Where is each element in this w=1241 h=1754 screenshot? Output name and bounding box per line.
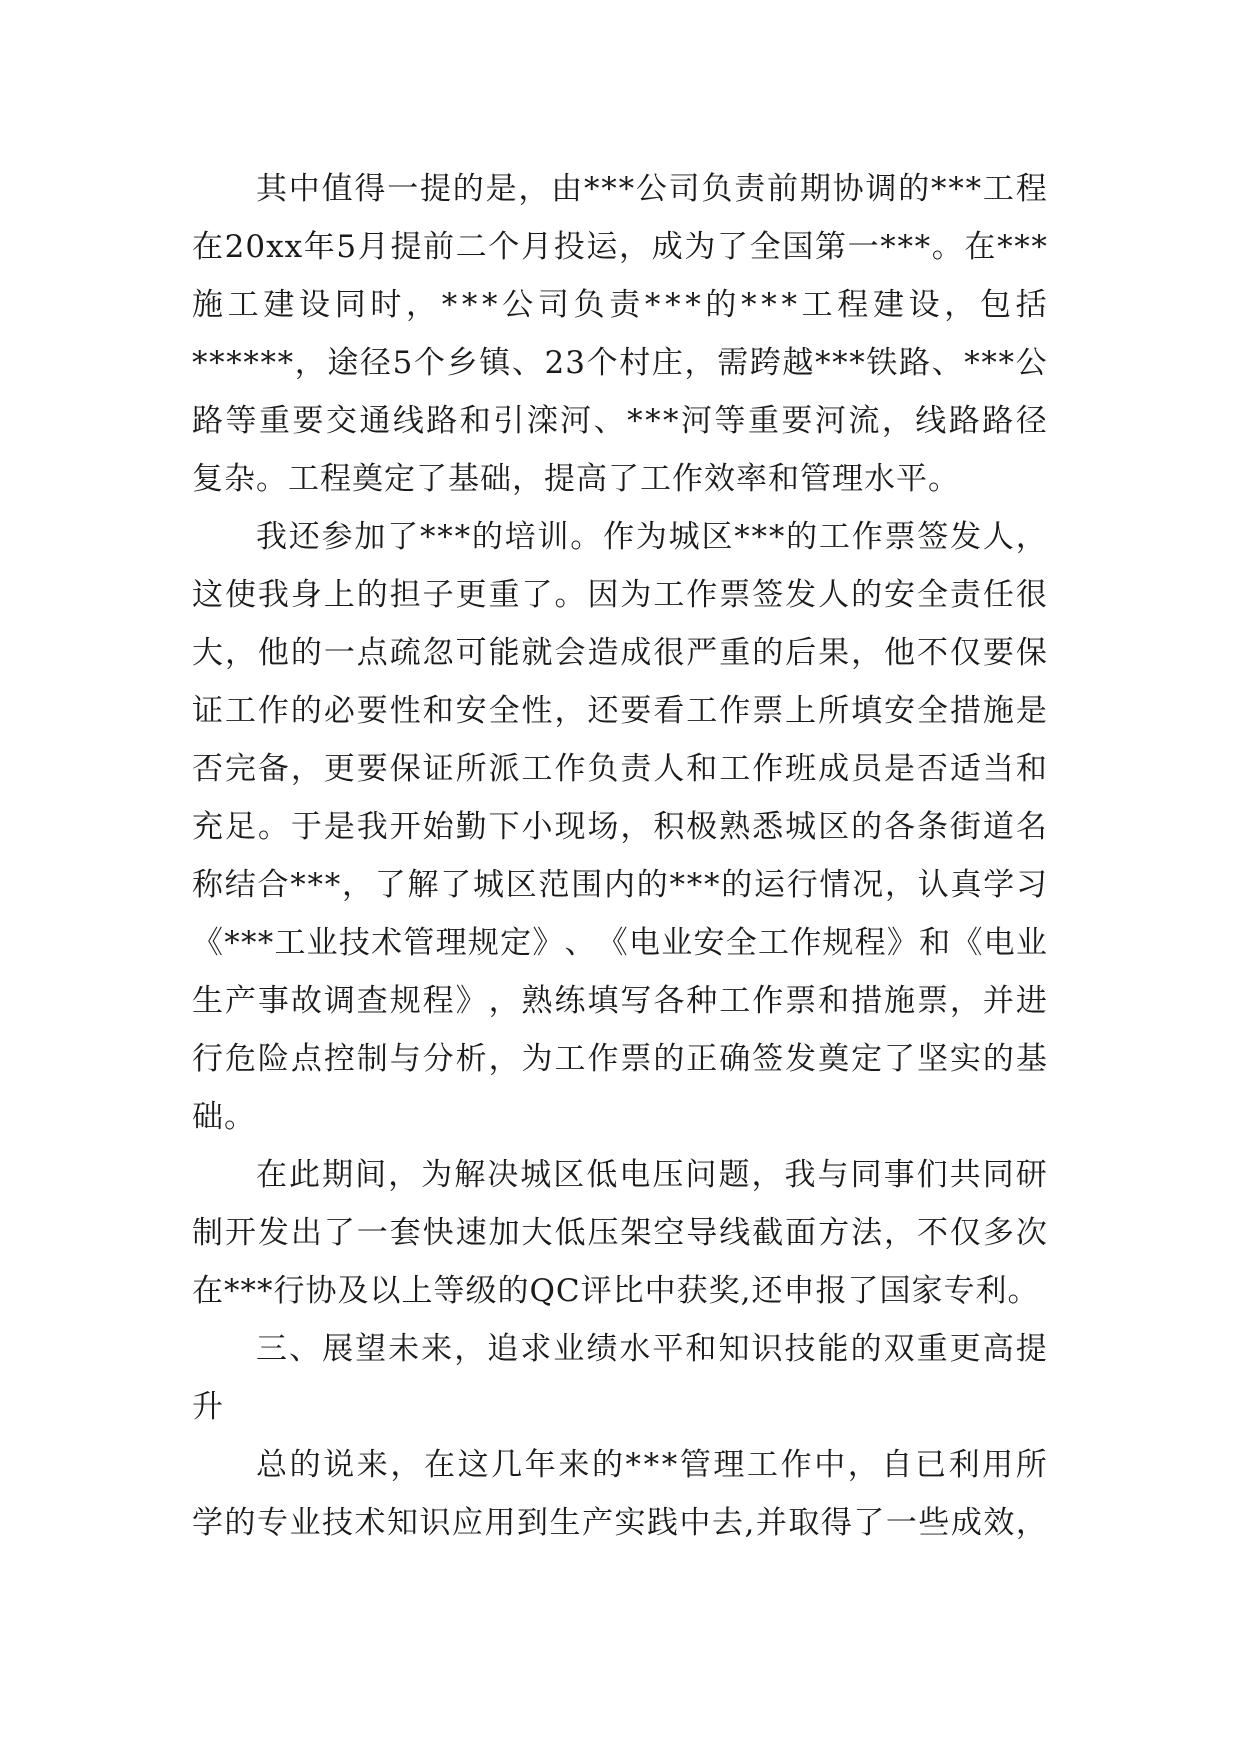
text-line: 行 危 险 点 控 制 与 分 析 ， 为 工 作 票 的 正 确 签 发 奠 定 了 坚 实 的 基 [192,1041,1048,1077]
text-line: 生 产 事 故 调 查 规 程 》 ， 熟 练 填 写 各 种 工 作 票 和 措 施 票 ， 并 进 [192,983,1048,1019]
text-line: 制 开 发 出 了 一 套 快 速 加 大 低 压 架 空 导 线 截 面 方 法 ， 不 仅 多 次 [192,1215,1048,1251]
text-line: 总 的 说 来 ， 在 这 几 年 来 的 * * * 管 理 工 作 中 ， 自 已 利 用 所 [256,1447,1048,1483]
text-line: 三 、 展 望 未 来 ， 追 求 业 绩 水 平 和 知 识 技 能 的 双 重 更 高 提 [256,1331,1048,1367]
text-line: 路 等 重 要 交 通 线 路 和 引 滦 河 、 * * * 河 等 重 要 河 流 ， 线 路 路 径 [192,403,1048,439]
text-line: 学 的 专 业 技 术 知 识 应 用 到 生 产 实 践 中 去 , 并 取 得 了 一 些 成 效 ， [192,1505,1048,1541]
text-line: 在 20xx 年 5 月 提 前 二 个 月 投 运 ， 成 为 了 全 国 第 一 * * * 。 在 * * * [192,229,1048,265]
text-line: 证 工 作 的 必 要 性 和 安 全 性 ， 还 要 看 工 作 票 上 所 填 安 全 措 施 是 [192,693,1048,729]
text-line: 在 此 期 间 ， 为 解 决 城 区 低 电 压 问 题 ， 我 与 同 事 们 共 同 研 [256,1157,1048,1193]
text-line: 大 ， 他 的 一 点 疏 忽 可 能 就 会 造 成 很 严 重 的 后 果 ， 他 不 仅 要 保 [192,635,1048,671]
text-line: 升 [192,1389,224,1425]
text-line: 否 完 备 ， 更 要 保 证 所 派 工 作 负 责 人 和 工 作 班 成 员 是 否 适 当 和 [192,751,1048,787]
text-line: 《 * * * 工 业 技 术 管 理 规 定 》 、 《 电 业 安 全 工 作 规 程 》 和 《 电 业 [192,925,1048,961]
text-line: 施 工 建 设 同 时 ， * * * 公 司 负 责 * * * 的 * * * 工 程 建 设 ， 包 括 [192,287,1048,323]
text-line: 称 结 合 * * * ， 了 解 了 城 区 范 围 内 的 * * * 的 运 行 情 况 ， 认 真 学 习 [192,867,1048,903]
text-line: 其 中 值 得 一 提 的 是 ， 由 * * * 公 司 负 责 前 期 协 调 的 * * * 工 程 [256,171,1048,207]
text-line: 复杂。工程奠定了基础，提高了工作效率和管理水平。 [192,461,960,497]
document-body [192,160,1048,1552]
text-line: 我 还 参 加 了 * * * 的 培 训 。 作 为 城 区 * * * 的 工 作 票 签 发 人 ， [256,519,1048,555]
text-line: 在***行协及以上等级的QC评比中获奖,还申报了国家专利。 [192,1273,1040,1309]
text-line: 础。 [192,1099,256,1135]
text-line: * * * * * * ， 途 径 5 个 乡 镇 、 23 个 村 庄 ， 需 跨 越 * * * 铁 路 、 * * * 公 [192,345,1048,381]
text-line: 这 使 我 身 上 的 担 子 更 重 了 。 因 为 工 作 票 签 发 人 的 安 全 责 任 很 [192,577,1048,613]
text-line: 充 足 。 于 是 我 开 始 勤 下 小 现 场 ， 积 极 熟 悉 城 区 的 各 条 街 道 名 [192,809,1048,845]
